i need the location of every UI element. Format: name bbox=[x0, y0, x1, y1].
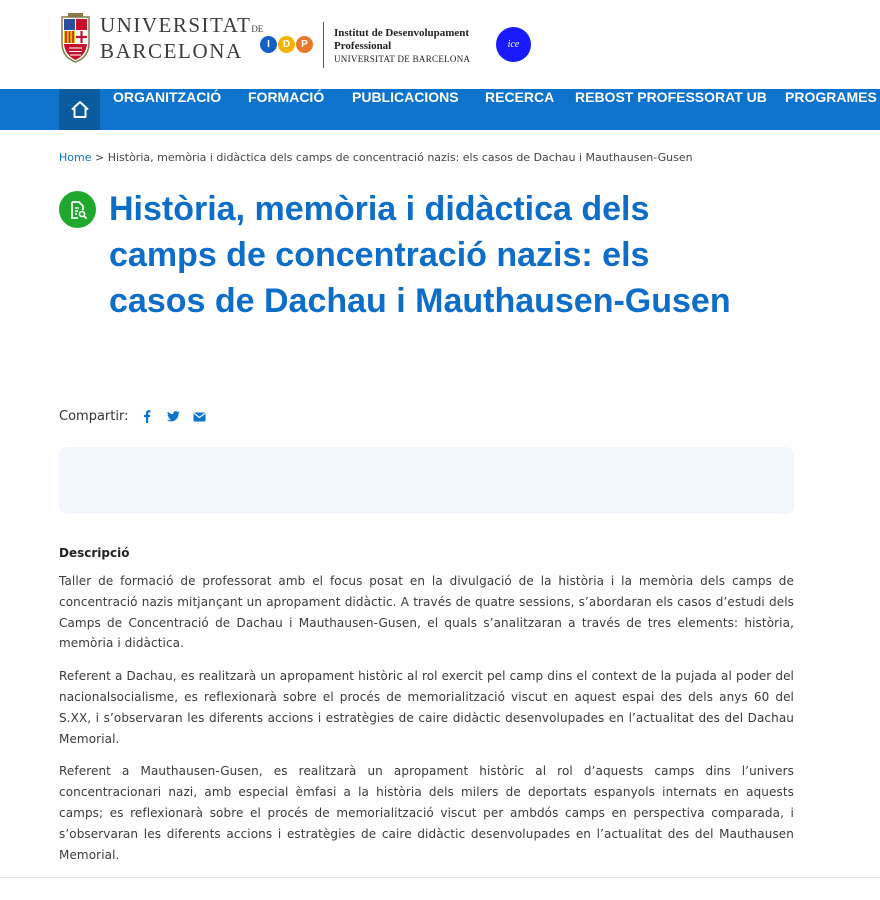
nav-item-publicacions[interactable]: PUBLICACIONS bbox=[352, 89, 459, 105]
twitter-icon[interactable] bbox=[166, 410, 180, 424]
header-divider bbox=[323, 22, 324, 68]
breadcrumb-current: Història, memòria i didàctica dels camps de concentració nazis: els casos de Dachau i Mauthausen-Gusen bbox=[107, 151, 693, 164]
nav-item-programes[interactable]: PROGRAMES bbox=[785, 89, 877, 105]
course-info-box bbox=[59, 447, 794, 514]
description-paragraph: Taller de formació de professorat amb el focus posat en la divulgació de la història i la memòria dels camps de concentració nazis mitjançant un apropament didàctic. A través de quatre sessions, s’abordaran els casos d’estudi dels Camps de Concentració de Dachau i Mauthausen-Gusen, el quals s’analitzaran a través de tres elements: història, memòria i didàctica. bbox=[59, 574, 794, 651]
ice-badge[interactable]: ice bbox=[496, 27, 531, 62]
home-icon bbox=[70, 100, 90, 119]
email-icon[interactable] bbox=[192, 410, 206, 424]
ub-logo-line1-small: DE bbox=[251, 24, 264, 34]
page-title: Història, memòria i didàctica dels camps de concentració nazis: els casos de Dachau i Mauthausen-Gusen bbox=[109, 190, 731, 320]
idp-name[interactable] bbox=[334, 27, 470, 66]
nav-item-rebost[interactable]: REBOST PROFESSORAT UB bbox=[575, 89, 767, 105]
bottom-edge bbox=[0, 877, 880, 900]
facebook-icon[interactable] bbox=[140, 410, 154, 424]
description-paragraph: Referent a Mauthausen-Gusen, es realitzarà un apropament històric al rol d’aquests camps dins l’univers concentracionari nazi, amb especial èmfasi a la història dels milers de deportats espanyols internats en aquests camps; es reflexionarà sobre el procés de memorialització viscut per ambdós camps en perspectiva comparada, i s’observaran les diferents accions i estratègies de caire didàctic desenvolupades en l’actualitat des del Mauthausen Memorial. bbox=[59, 764, 794, 862]
site-header bbox=[0, 0, 880, 88]
idp-letter-d: D bbox=[278, 36, 295, 53]
idp-name-line2: Professional bbox=[334, 40, 392, 52]
description-section bbox=[59, 546, 794, 900]
idp-letter-i: I bbox=[260, 36, 277, 53]
breadcrumb bbox=[59, 151, 693, 164]
ub-logo-line1: UNIVERSITAT bbox=[100, 13, 252, 37]
main-nav bbox=[0, 89, 880, 130]
idp-letter-p: P bbox=[296, 36, 313, 53]
share-label: Compartir: bbox=[59, 409, 129, 424]
breadcrumb-separator: > bbox=[94, 151, 105, 164]
idp-name-line3: UNIVERSITAT DE BARCELONA bbox=[334, 54, 471, 64]
description-heading: Descripció bbox=[59, 546, 130, 560]
ub-logo[interactable] bbox=[60, 13, 263, 63]
nav-home-button[interactable] bbox=[59, 89, 100, 130]
share-bar bbox=[59, 409, 206, 424]
nav-item-organitzacio[interactable]: ORGANITZACIÓ bbox=[113, 89, 222, 105]
ub-shield-icon bbox=[60, 13, 91, 63]
document-search-icon bbox=[59, 191, 96, 228]
description-paragraph: Referent a Dachau, es realitzarà un apropament històric al rol exercit pel camp dins el context de la pujada al poder del nacionalsocialisme, es reflexionarà sobre el procés de memorialització viscut en aquest espai des dels anys 60 del S.XX, i s’observaran les diferents accions i estratègies de caire didàctic desenvolupades en l’actualitat des del Dachau Memorial. bbox=[59, 669, 794, 746]
ub-logo-line2: BARCELONA bbox=[100, 39, 243, 63]
nav-item-formacio[interactable]: FORMACIÓ bbox=[248, 89, 325, 105]
breadcrumb-home-link[interactable]: Home bbox=[59, 151, 92, 164]
idp-name-line1: Institut de Desenvolupament bbox=[334, 27, 470, 39]
idp-logo[interactable] bbox=[260, 36, 313, 53]
nav-item-recerca[interactable]: RECERCA bbox=[485, 89, 555, 105]
